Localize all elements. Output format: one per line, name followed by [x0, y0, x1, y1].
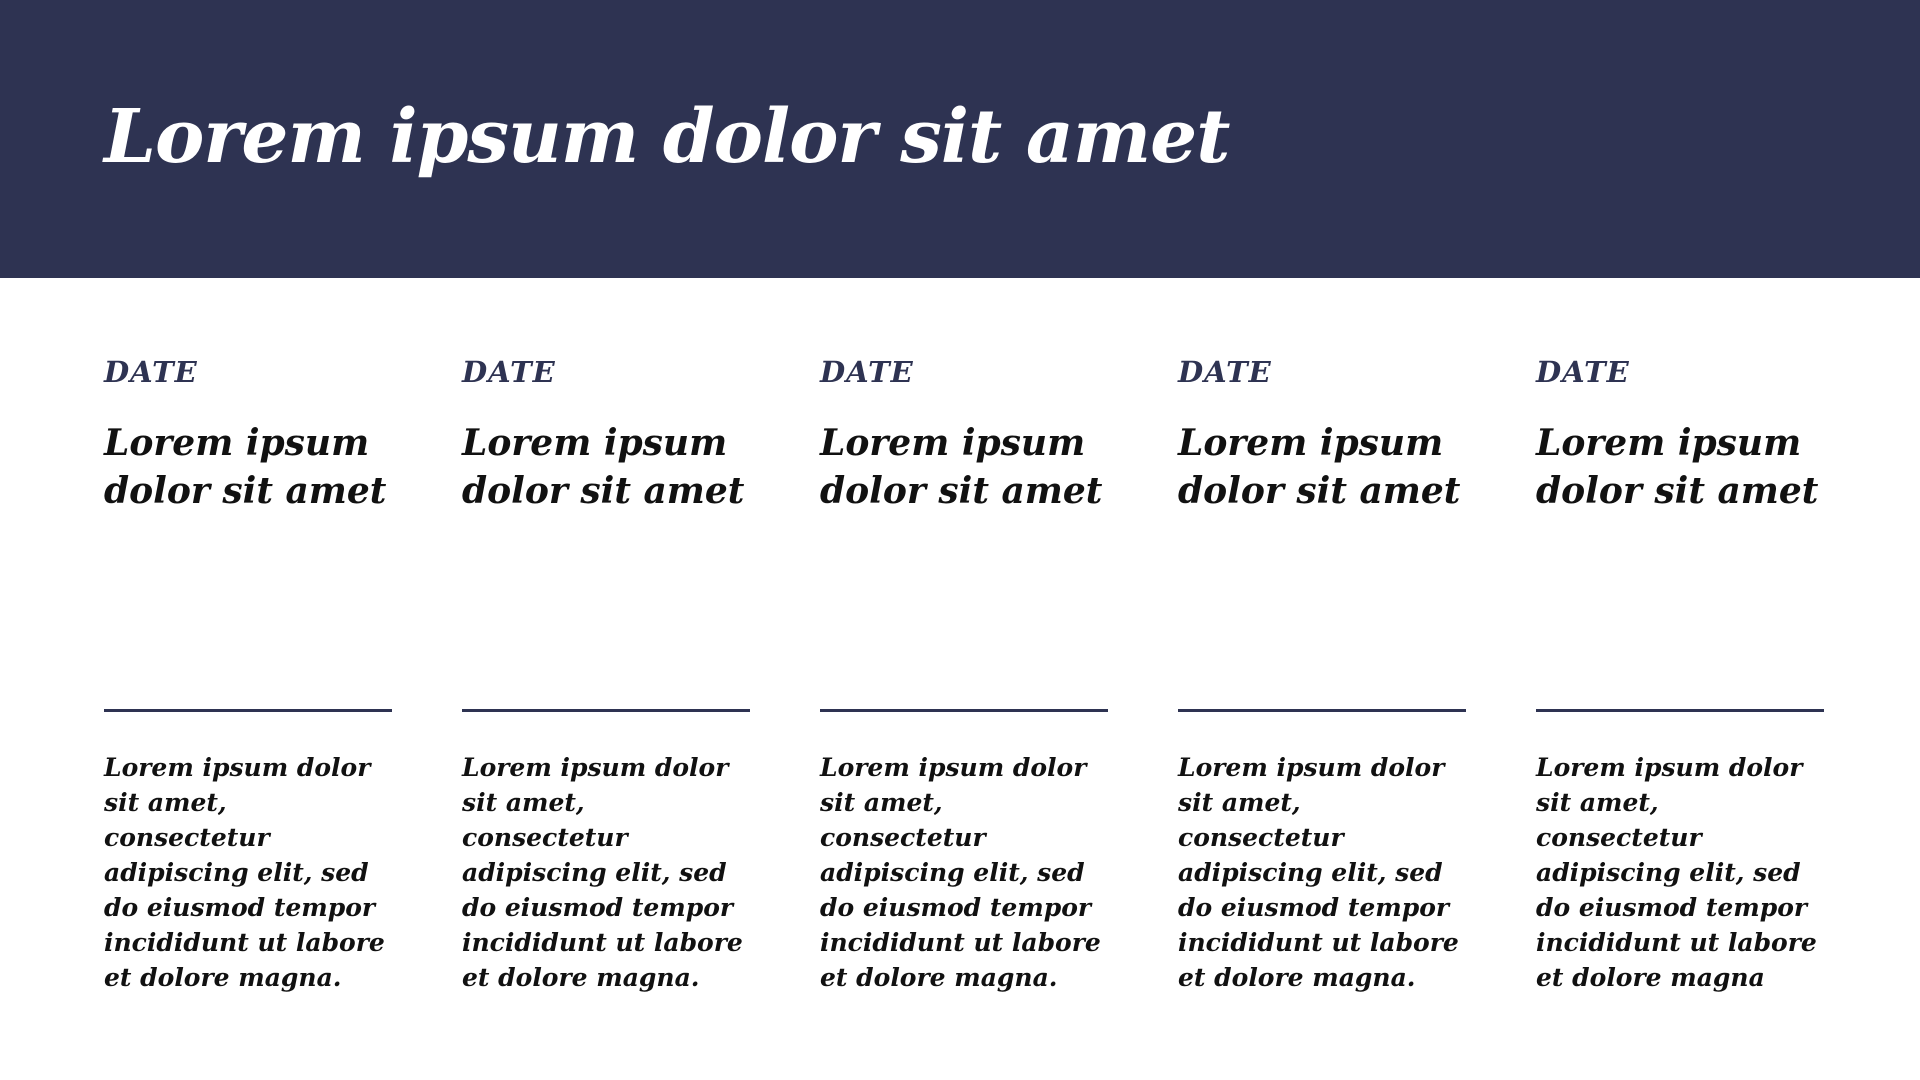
column-5	[1536, 355, 1824, 995]
column-body-text: Lorem ipsum dolor sit amet, consectetur adipiscing elit, sed do eiusmod tempor incididunt ut labore et dolore magna.	[820, 753, 1101, 992]
column-date: DATE	[1178, 355, 1272, 389]
page-title: Lorem ipsum dolor sit amet	[104, 94, 1230, 180]
column-heading: Lorem ipsum dolor sit amet	[1178, 422, 1461, 512]
column-body-text: Lorem ipsum dolor sit amet, consectetur adipiscing elit, sed do eiusmod tempor incididunt ut labore et dolore magna.	[104, 753, 385, 992]
column-heading: Lorem ipsum dolor sit amet	[820, 422, 1103, 512]
column-3	[820, 355, 1108, 995]
column-divider	[1536, 709, 1824, 712]
column-body-text: Lorem ipsum dolor sit amet, consectetur adipiscing elit, sed do eiusmod tempor incididunt ut labore et dolore magna.	[1178, 753, 1459, 992]
column-heading: Lorem ipsum dolor sit amet	[104, 422, 387, 512]
column-4	[1178, 355, 1466, 995]
column-date: DATE	[820, 355, 914, 389]
column-date: DATE	[462, 355, 556, 389]
column-2	[462, 355, 750, 995]
header-banner	[0, 0, 1920, 278]
column-body-text: Lorem ipsum dolor sit amet, consectetur adipiscing elit, sed do eiusmod tempor incididunt ut labore et dolore magna.	[462, 753, 743, 992]
column-divider	[104, 709, 392, 712]
column-body-text: Lorem ipsum dolor sit amet, consectetur adipiscing elit, sed do eiusmod tempor incididunt ut labore et dolore magna	[1536, 753, 1817, 992]
column-heading: Lorem ipsum dolor sit amet	[1536, 422, 1819, 512]
column-divider	[1178, 709, 1466, 712]
column-date: DATE	[104, 355, 198, 389]
column-date: DATE	[1536, 355, 1630, 389]
column-1	[104, 355, 392, 995]
column-divider	[820, 709, 1108, 712]
column-divider	[462, 709, 750, 712]
column-heading: Lorem ipsum dolor sit amet	[462, 422, 745, 512]
